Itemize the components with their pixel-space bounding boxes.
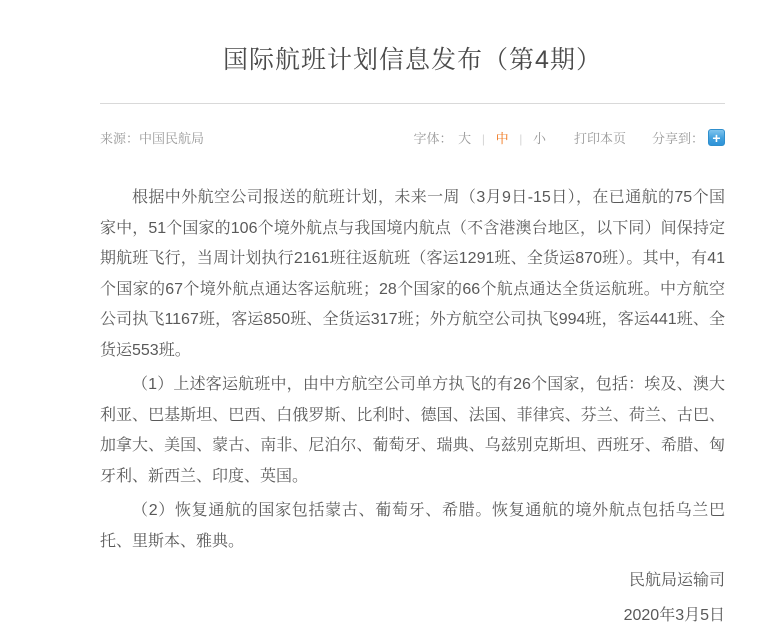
meta-toolbar: [414, 128, 725, 147]
share-label: 分享到：: [651, 130, 704, 146]
paragraph-2: （1）上述客运航班中，由中方航空公司单方执飞的有26个国家，包括：埃及、澳大利亚、巴基斯坦、巴西、白俄罗斯、比利时、德国、法国、菲律宾、芬兰、荷兰、古巴、加拿大、美国、蒙古、南非、尼泊尔、葡萄牙、瑞典、乌兹别克斯坦、西班牙、希腊、匈牙利、新西兰、印度、英国。: [100, 376, 725, 485]
font-size-control: [414, 128, 548, 147]
paragraph-1: 根据中外航空公司报送的航班计划，未来一周（3月9日-15日），在已通航的75个国家中，51个国家的106个境外航点与我国境内航点（不含港澳台地区，以下同）间保持定期航班飞行，当周计划执行2161班往返航班（客运1291班、全货运870班）。其中，有41个国家的67个境外航点通达客运航班；28个国家的66个航点通达全货运航班。中方航空公司执飞1167班，客运850班、全货运317班；外方航空公司执飞994班，客运441班、全货运553班。: [100, 189, 725, 359]
font-size-label: 字体：: [413, 130, 453, 146]
print-page-button[interactable]: 打印本页: [573, 130, 626, 146]
separator: |: [481, 131, 485, 146]
title-divider: [100, 103, 725, 104]
page-title: 国际航班计划信息发布（第4期）: [223, 46, 602, 74]
article-source: 来源：中国民航局: [100, 130, 205, 146]
article-body: [100, 183, 725, 631]
font-size-small-button[interactable]: 小: [532, 130, 546, 146]
meta-row: [100, 128, 725, 146]
separator: |: [519, 131, 523, 146]
article-content: [100, 40, 725, 631]
paragraph-3: （2）恢复通航的国家包括蒙古、葡萄牙、希腊。恢复通航的境外航点包括乌兰巴托、里斯本、雅典。: [100, 502, 725, 550]
share-plus-icon[interactable]: +: [708, 129, 725, 146]
article-signature: 民航局运输司: [628, 572, 725, 589]
share-control: [652, 128, 725, 147]
font-size-medium-button[interactable]: 中: [495, 130, 509, 146]
font-size-large-button[interactable]: 大: [458, 130, 472, 146]
article-date: 2020年3月5日: [623, 607, 725, 624]
